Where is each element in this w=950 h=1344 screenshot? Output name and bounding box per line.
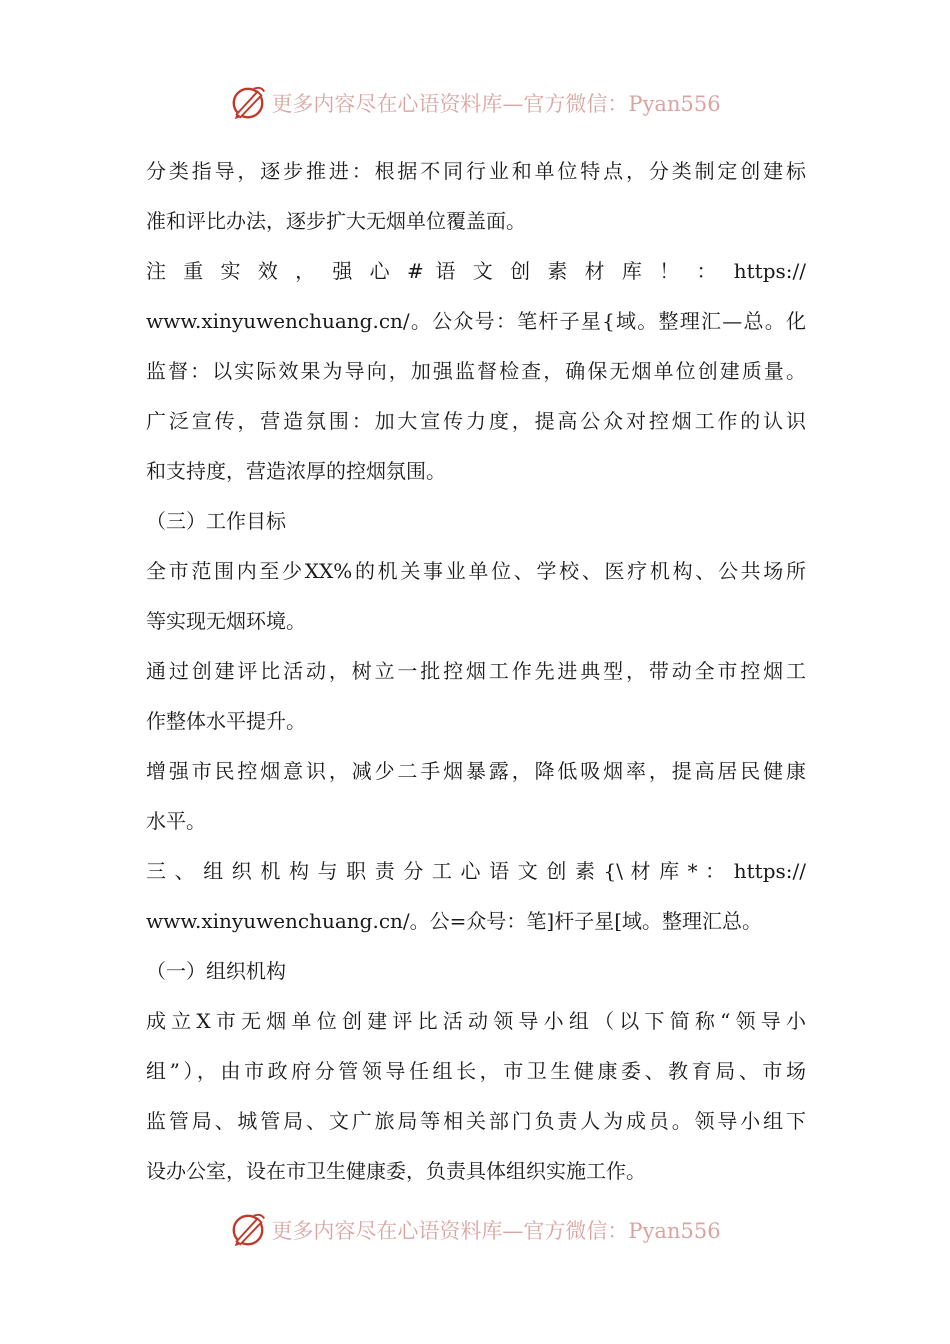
- paragraph-line: 和支持度，营造浓厚的控烟氛围。: [146, 459, 446, 483]
- paragraph-line: 等实现无烟环境。: [146, 609, 306, 633]
- section-heading: （一）组织机构: [146, 959, 286, 983]
- paragraph-line: 作整体水平提升。: [146, 709, 306, 733]
- paragraph-line: 设办公室，设在市卫生健康委，负责具体组织实施工作。: [146, 1159, 646, 1183]
- paragraph-line: 增强市民控烟意识，减少二手烟暴露，降低吸烟率，提高居民健康: [146, 759, 806, 783]
- paragraph-line: 水平。: [146, 809, 206, 833]
- document-body: [146, 146, 806, 1196]
- paragraph-line: 组”），由市政府分管领导任组长，市卫生健康委、教育局、市场: [146, 1059, 806, 1083]
- paragraph-line: 监管局、城管局、文广旅局等相关部门负责人为成员。领导小组下: [146, 1109, 806, 1133]
- pen-logo-icon: [229, 1211, 267, 1249]
- paragraph-line: 广泛宣传，营造氛围：加大宣传力度，提高公众对控烟工作的认识: [146, 409, 806, 433]
- paragraph-line: 分类指导，逐步推进：根据不同行业和单位特点，分类制定创建标: [146, 159, 806, 183]
- header-banner: [0, 83, 950, 123]
- paragraph-line: 通过创建评比活动，树立一批控烟工作先进典型，带动全市控烟工: [146, 659, 806, 683]
- paragraph-line: 成立X市无烟单位创建评比活动领导小组（以下简称“领导小: [146, 1009, 806, 1033]
- paragraph-line: www.xinyuwenchuang.cn/。公=众号：笔]杆子星[域。整理汇总。: [146, 909, 763, 933]
- section-heading: （三）工作目标: [146, 509, 286, 533]
- paragraph-line: 准和评比办法，逐步扩大无烟单位覆盖面。: [146, 209, 526, 233]
- paragraph-line: 全市范围内至少XX%的机关事业单位、学校、医疗机构、公共场所: [146, 559, 806, 583]
- pen-logo-icon: [229, 84, 267, 122]
- footer-banner-text: 更多内容尽在心语资料库—官方微信：Pyan556: [271, 1219, 721, 1243]
- paragraph-line: 注 重 实 效 ， 强 心 # 语 文 创 素 材 库 ！ ： https://: [146, 259, 806, 283]
- paragraph-line: 监督：以实际效果为导向，加强监督检查，确保无烟单位创建质量。: [146, 359, 806, 383]
- footer-banner: [0, 1210, 950, 1250]
- paragraph-line: www.xinyuwenchuang.cn/。公众号：笔杆子星{域。整理汇—总。化: [146, 309, 806, 333]
- header-banner-text: 更多内容尽在心语资料库—官方微信：Pyan556: [271, 92, 721, 116]
- section-heading: 三 、 组 织 机 构 与 职 责 分 工 心 语 文 创 素 {\ 材 库 * ： https://: [146, 859, 806, 883]
